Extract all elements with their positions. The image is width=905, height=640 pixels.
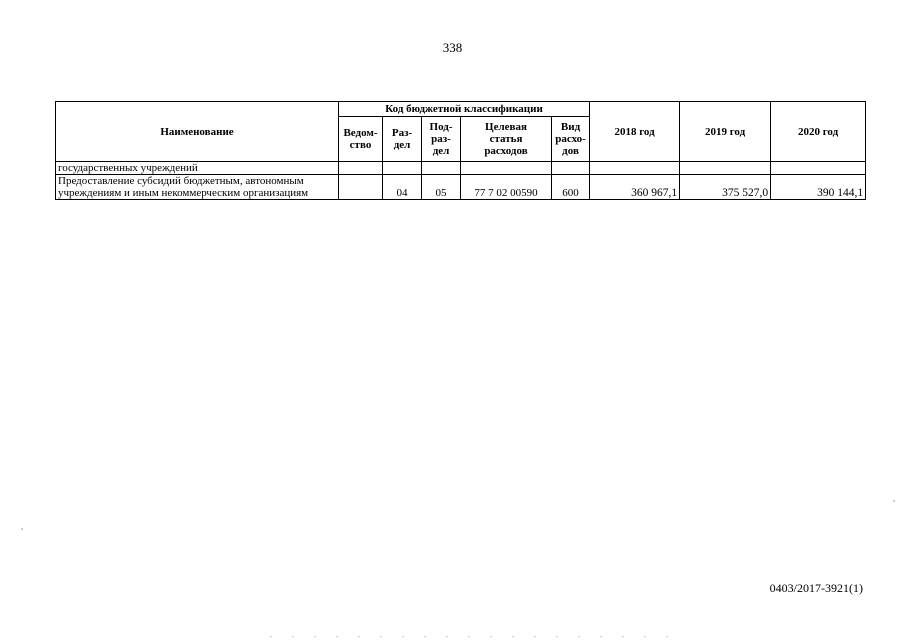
row-value-2018 [590,162,680,175]
table-row [56,175,866,200]
header-row-top [56,102,866,117]
page-number: 338 [442,40,463,55]
header-year-2020: 2020 год [771,102,866,162]
document-code: 0403/2017-3921(1) [769,581,863,595]
row-vid [552,162,590,175]
scan-artifact-line [270,636,670,637]
header-year-2019: 2019 год [680,102,771,162]
row-value-2018: 360 967,1 [590,175,680,200]
row-value-2020 [771,162,866,175]
budget-table [55,101,866,200]
row-name: государственных учреждений [56,162,339,175]
row-razdel: 04 [383,175,422,200]
header-code-group: Код бюджетной классификации [339,102,590,117]
header-podrazdel: Под- раз- дел [422,117,461,162]
row-podrazdel: 05 [422,175,461,200]
scan-speck [893,500,895,502]
header-vid-rashodov: Вид расхо- дов [552,117,590,162]
scan-speck [21,528,23,530]
row-celevaya [461,162,552,175]
table-row [56,162,866,175]
row-vedomstvo [339,175,383,200]
header-year-2018: 2018 год [590,102,680,162]
row-vid: 600 [552,175,590,200]
row-value-2020: 390 144,1 [771,175,866,200]
row-value-2019 [680,162,771,175]
row-vedomstvo [339,162,383,175]
row-podrazdel [422,162,461,175]
row-value-2019: 375 527,0 [680,175,771,200]
row-name: Предоставление субсидий бюджетным, автономным учреждениям и иным некоммерческим организациям [56,175,339,200]
header-vedomstvo: Ведом- ство [339,117,383,162]
row-razdel [383,162,422,175]
header-razdel: Раз- дел [383,117,422,162]
header-name: Наименование [56,102,339,162]
row-celevaya: 77 7 02 00590 [461,175,552,200]
header-celevaya-statya: Целевая статья расходов [461,117,552,162]
